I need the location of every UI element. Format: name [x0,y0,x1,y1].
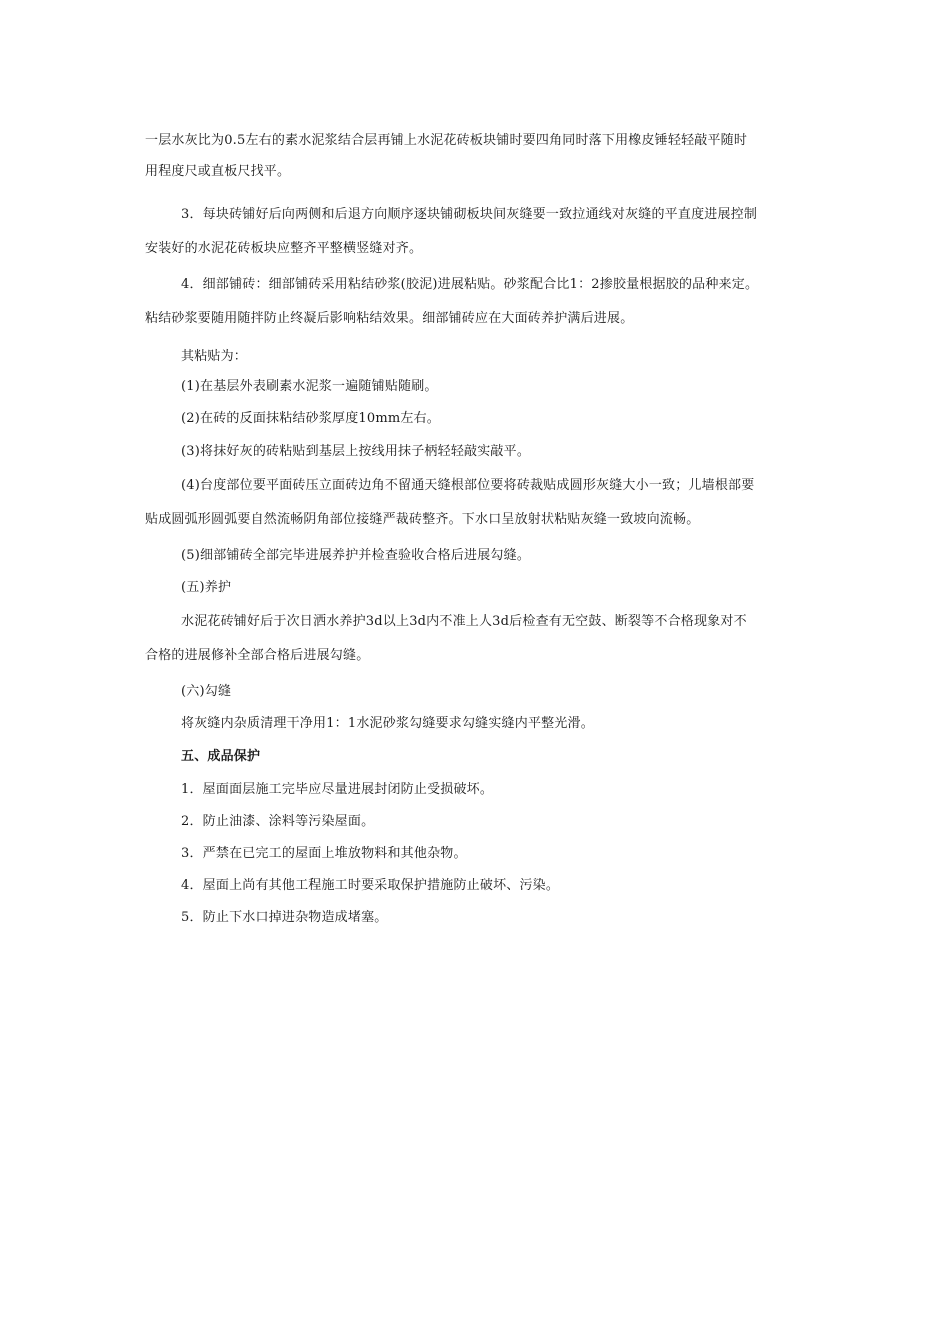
text-line: 一层水灰比为0.5左右的素水泥浆结合层再铺上水泥花砖板块铺时要四角同时落下用橡皮锤轻轻敲平随时 [145,133,748,148]
text-line: 将灰缝内杂质清理干净用1：1水泥砂浆勾缝要求勾缝实缝内平整光滑。 [181,716,594,731]
list-item: 1．屋面面层施工完毕应尽量进展封闭防止受损破坏。 [181,782,494,797]
text-line: 贴成圆弧形圆弧要自然流畅阴角部位接缝严裁砖整齐。下水口呈放射状粘贴灰缝一致坡向流畅。 [145,512,700,527]
text-line: 4．细部铺砖：细部铺砖采用粘结砂浆(胶泥)进展粘贴。砂浆配合比1：2掺胶量根据胶的品种来定。 [181,277,759,292]
text-line: (1)在基层外表刷素水泥浆一遍随铺贴随刷。 [181,379,438,394]
text-line: 合格的进展修补全部合格后进展勾缝。 [145,648,370,663]
text-line: (六)勾缝 [181,684,232,699]
list-item: 4．屋面上尚有其他工程施工时要采取保护措施防止破坏、污染。 [181,878,560,893]
text-line: 用程度尺或直板尺找平。 [145,164,291,179]
text-line: 粘结砂浆要随用随拌防止终凝后影响粘结效果。细部铺砖应在大面砖养护满后进展。 [145,311,634,326]
text-line: (3)将抹好灰的砖粘贴到基层上按线用抹子柄轻轻敲实敲平。 [181,444,531,459]
list-item: 3．严禁在已完工的屋面上堆放物料和其他杂物。 [181,846,467,861]
text-line: (2)在砖的反面抹粘结砂浆厚度10mm左右。 [181,411,441,426]
text-line: (4)台度部位要平面砖压立面砖边角不留通天缝根部位要将砖裁贴成圆形灰缝大小一致；儿墙根部要 [181,478,755,493]
list-item: 5．防止下水口掉进杂物造成堵塞。 [181,910,388,925]
text-line: 水泥花砖铺好后于次日洒水养护3d以上3d内不准上人3d后检查有无空鼓、断裂等不合格现象对不 [181,614,747,629]
text-line: 3．每块砖铺好后向两侧和后退方向顺序逐块铺砌板块间灰缝要一致拉通线对灰缝的平直度进展控制 [181,207,758,222]
text-line: 安装好的水泥花砖板块应整齐平整横竖缝对齐。 [145,241,423,256]
text-line: 其粘贴为： [181,349,248,364]
text-line: (5)细部铺砖全部完毕进展养护并检查验收合格后进展勾缝。 [181,548,531,563]
text-line: (五)养护 [181,580,232,595]
document-body [145,124,810,933]
section-heading: 五、成品保护 [181,749,261,764]
list-item: 2．防止油漆、涂料等污染屋面。 [181,814,375,829]
